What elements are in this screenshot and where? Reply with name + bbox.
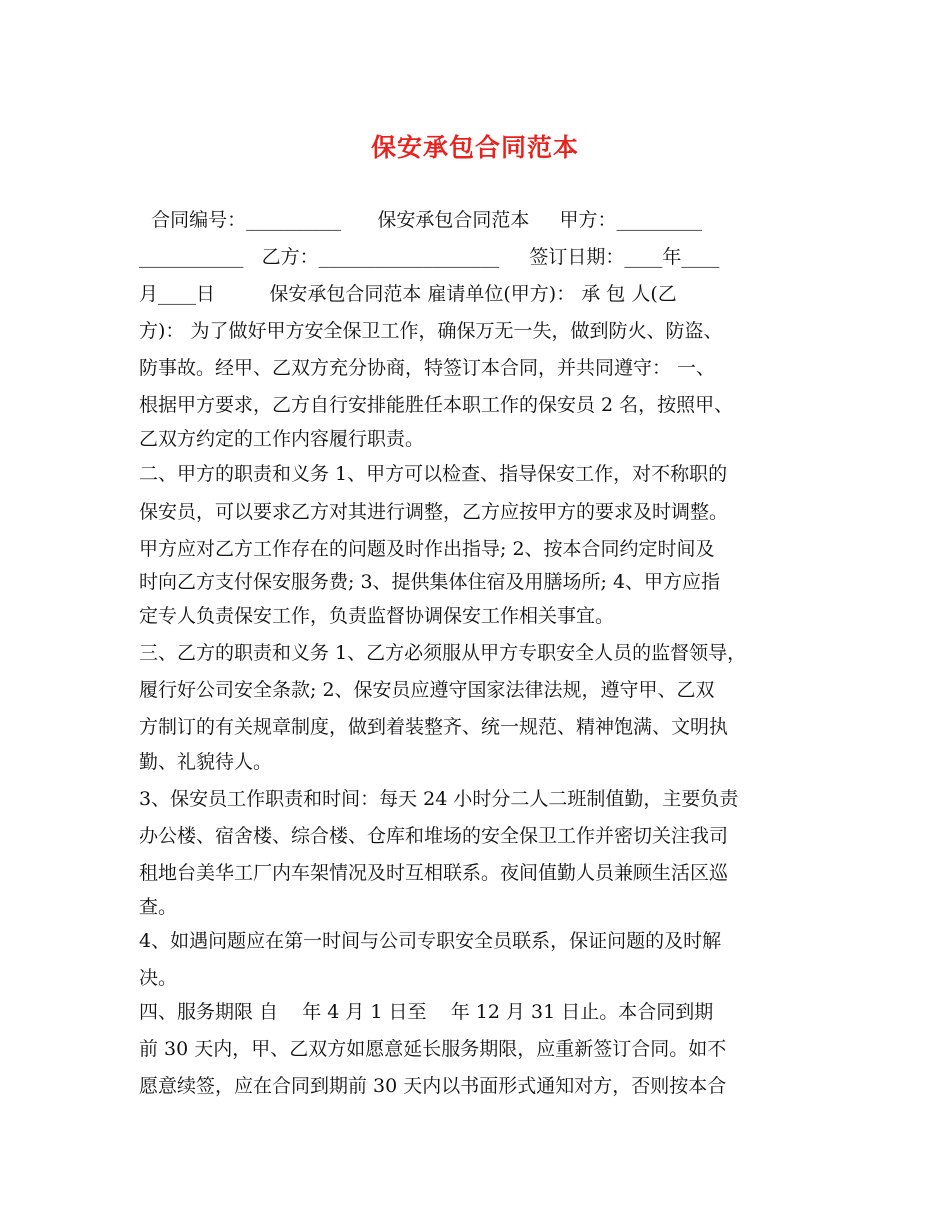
line-text: 防事故。经甲、乙双方充分协商，特签订本合同，并共同遵守： 一、 xyxy=(139,357,716,379)
body-line xyxy=(139,461,829,487)
body-line xyxy=(139,603,829,629)
body-line xyxy=(139,355,829,381)
body-line xyxy=(139,640,829,666)
body-line xyxy=(139,1073,829,1099)
line-text: 查。 xyxy=(139,896,178,918)
line-text: 租地台美华工厂内车架情况及时互相联系。夜间值勤人员兼顾生活区巡 xyxy=(139,862,729,884)
body-line xyxy=(139,569,829,595)
body-line xyxy=(139,714,829,740)
body-line xyxy=(139,928,829,954)
line-text: 决。 xyxy=(139,967,178,989)
line-text: 合同编号：__________ 保安承包合同范本 甲方：_________ xyxy=(139,209,703,231)
line-text: 四、服务期限 自 年 4 月 1 日至 年 12 月 31 日止。本合同到期 xyxy=(139,1001,714,1023)
line-text: 勤、礼貌待人。 xyxy=(139,751,273,773)
body-line xyxy=(139,318,829,344)
line-text: 方制订的有关规章制度，做到着装整齐、统一规范、精神饱满、文明执 xyxy=(139,716,729,738)
line-text: 根据甲方要求，乙方自行安排能胜任本职工作的保安员 2 名，按照甲、 xyxy=(139,394,734,416)
line-text: 方)： 为了做好甲方安全保卫工作，确保万无一失，做到防火、防盗、 xyxy=(139,320,723,342)
line-text: 二、甲方的职责和义务 1、甲方可以检查、指导保安工作，对不称职的 xyxy=(139,463,728,485)
line-text: 3、保安员工作职责和时间：每天 24 小时分二人二班制值勤，主要负责 xyxy=(139,788,739,810)
body-line xyxy=(139,392,829,418)
body-line xyxy=(139,677,829,703)
body-line xyxy=(139,999,829,1025)
line-text: ___________ 乙方：___________________ 签订日期：____年____ xyxy=(139,246,720,268)
body-line xyxy=(139,536,829,562)
line-text: 甲方应对乙方工作存在的问题及时作出指导; 2、按本合同约定时间及 xyxy=(139,538,715,560)
body-line xyxy=(139,965,829,991)
line-text: 乙双方约定的工作内容履行职责。 xyxy=(139,428,425,450)
body-line xyxy=(139,499,829,525)
line-text: 愿意续签，应在合同到期前 30 天内以书面形式通知对方，否则按本合 xyxy=(139,1075,727,1097)
body-line xyxy=(139,894,829,920)
line-text: 月____日 保安承包合同范本 雇请单位(甲方)： 承 包 人(乙 xyxy=(139,283,677,305)
body-line xyxy=(139,1036,829,1062)
body-line xyxy=(139,244,829,270)
line-text: 保安员，可以要求乙方对其进行调整，乙方应按甲方的要求及时调整。 xyxy=(139,501,729,523)
line-text: 办公楼、宿舍楼、综合楼、仓库和堆场的安全保卫工作并密切关注我司 xyxy=(139,825,729,847)
line-text: 履行好公司安全条款; 2、保安员应遵守国家法律法规，遵守甲、乙双 xyxy=(139,679,715,701)
body-line xyxy=(139,786,829,812)
body-line xyxy=(139,860,829,886)
body-line xyxy=(139,749,829,775)
document-title: 保安承包合同范本 xyxy=(370,133,579,162)
line-text: 定专人负责保安工作，负责监督协调保安工作相关事宜。 xyxy=(139,605,615,627)
line-text: 时向乙方支付保安服务费; 3、提供集体住宿及用膳场所; 4、甲方应指 xyxy=(139,571,721,593)
body-line xyxy=(139,823,829,849)
line-text: 4、如遇问题应在第一时间与公司专职安全员联系，保证问题的及时解 xyxy=(139,930,722,952)
body-line xyxy=(139,426,829,452)
body-line xyxy=(139,281,829,307)
line-text: 前 30 天内，甲、乙双方如愿意延长服务期限，应重新签订合同。如不 xyxy=(139,1038,727,1060)
body-line xyxy=(139,207,829,233)
line-text: 三、乙方的职责和义务 1、乙方必须服从甲方专职安全人员的监督领导， xyxy=(139,642,747,664)
